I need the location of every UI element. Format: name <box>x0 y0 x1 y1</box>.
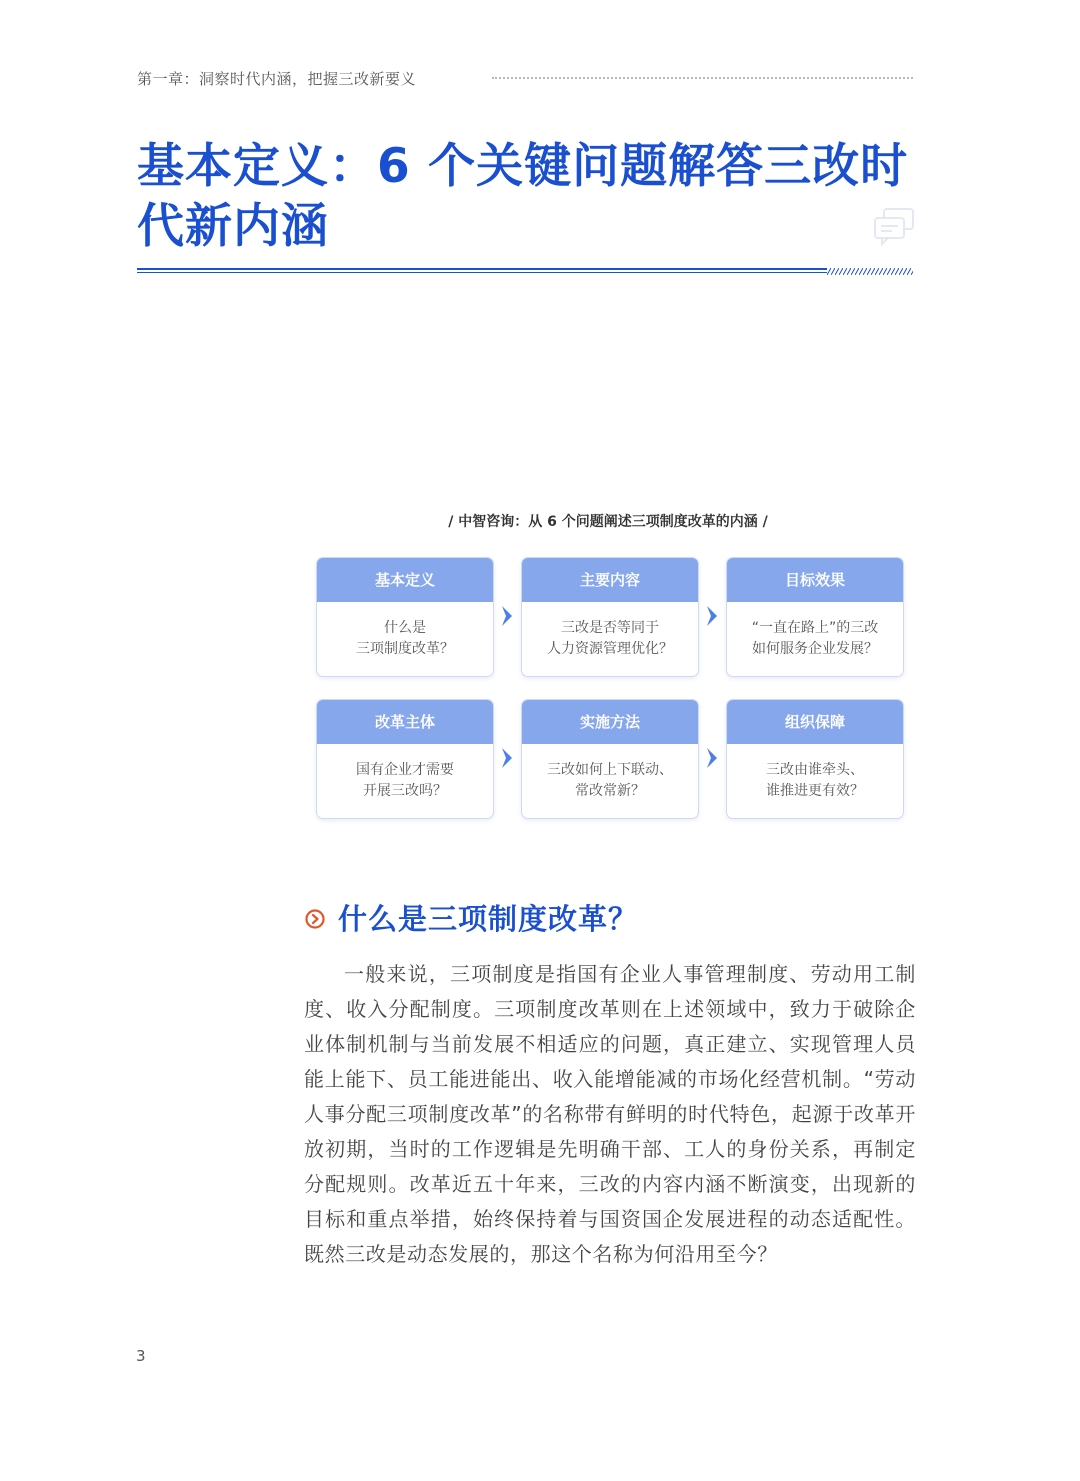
card-title: 改革主体 <box>317 700 493 744</box>
card-question <box>522 744 698 818</box>
chevron-right-icon <box>500 747 514 769</box>
card-question <box>317 602 493 676</box>
chapter-header: 第一章：洞察时代内涵，把握三改新要义 <box>137 70 417 88</box>
card-question-line-1: “一直在路上”的三改 <box>751 620 879 636</box>
card-title: 组织保障 <box>727 700 903 744</box>
title-underline-hatch <box>827 268 913 275</box>
card-question-line-2: 常改常新？ <box>575 783 645 799</box>
card-question-line-2: 人力资源管理优化？ <box>547 641 673 657</box>
card-question <box>522 602 698 676</box>
card-question-line-2: 三项制度改革？ <box>356 641 454 657</box>
question-card-basic-definition <box>316 557 494 677</box>
card-question <box>317 744 493 818</box>
card-question-line-1: 三改由谁牵头、 <box>766 762 864 778</box>
chevron-right-icon <box>500 605 514 627</box>
card-question-line-1: 三改是否等同于 <box>561 620 659 636</box>
card-question-line-2: 谁推进更有效？ <box>766 783 864 799</box>
card-question <box>727 744 903 818</box>
chat-bubble-icon <box>872 206 916 246</box>
card-question-line-2: 开展三改吗？ <box>363 783 447 799</box>
play-circle-icon <box>304 908 326 930</box>
diagram-caption: / 中智咨询：从 6 个问题阐述三项制度改革的内涵 / <box>448 514 768 530</box>
question-card-organizational-support <box>726 699 904 819</box>
page-title-line-1: 基本定义：6 个关键问题解答三改时 <box>137 139 909 194</box>
header-dotted-rule <box>492 77 913 79</box>
section-heading: 什么是三项制度改革？ <box>338 902 639 936</box>
question-card-implementation-method <box>521 699 699 819</box>
card-title: 基本定义 <box>317 558 493 602</box>
page-title <box>137 137 927 257</box>
title-underline <box>137 268 827 274</box>
card-question-line-1: 三改如何上下联动、 <box>547 762 673 778</box>
question-card-reform-subject <box>316 699 494 819</box>
body-paragraph: 一般来说，三项制度是指国有企业人事管理制度、劳动用工制度、收入分配制度。三项制度改革则在上述领域中，致力于破除企业体制机制与当前发展不相适应的问题，真正建立、实现管理人员能上能下、员工能进能出、收入能增能减的市场化经营机制。“劳动人事分配三项制度改革”的名称带有鲜明的时代特色，起源于改革开放初期，当时的工作逻辑是先明确干部、工人的身份关系，再制定分配规则。改革近五十年来，三改的内容内涵不断演变，出现新的目标和重点举措，始终保持着与国资国企发展进程的动态适配性。既然三改是动态发展的，那这个名称为何沿用至今？ <box>304 962 916 1266</box>
question-card-target-effect <box>726 557 904 677</box>
card-question-line-1: 什么是 <box>384 620 426 636</box>
card-question-line-2: 如何服务企业发展？ <box>752 641 878 657</box>
page-number: 3 <box>136 1347 146 1365</box>
chevron-right-icon <box>705 747 719 769</box>
card-question <box>727 602 903 676</box>
card-question-line-1: 国有企业才需要 <box>356 762 454 778</box>
question-card-main-content <box>521 557 699 677</box>
card-title: 目标效果 <box>727 558 903 602</box>
page-title-line-2: 代新内涵 <box>137 199 329 254</box>
card-title: 实施方法 <box>522 700 698 744</box>
card-title: 主要内容 <box>522 558 698 602</box>
chevron-right-icon <box>705 605 719 627</box>
